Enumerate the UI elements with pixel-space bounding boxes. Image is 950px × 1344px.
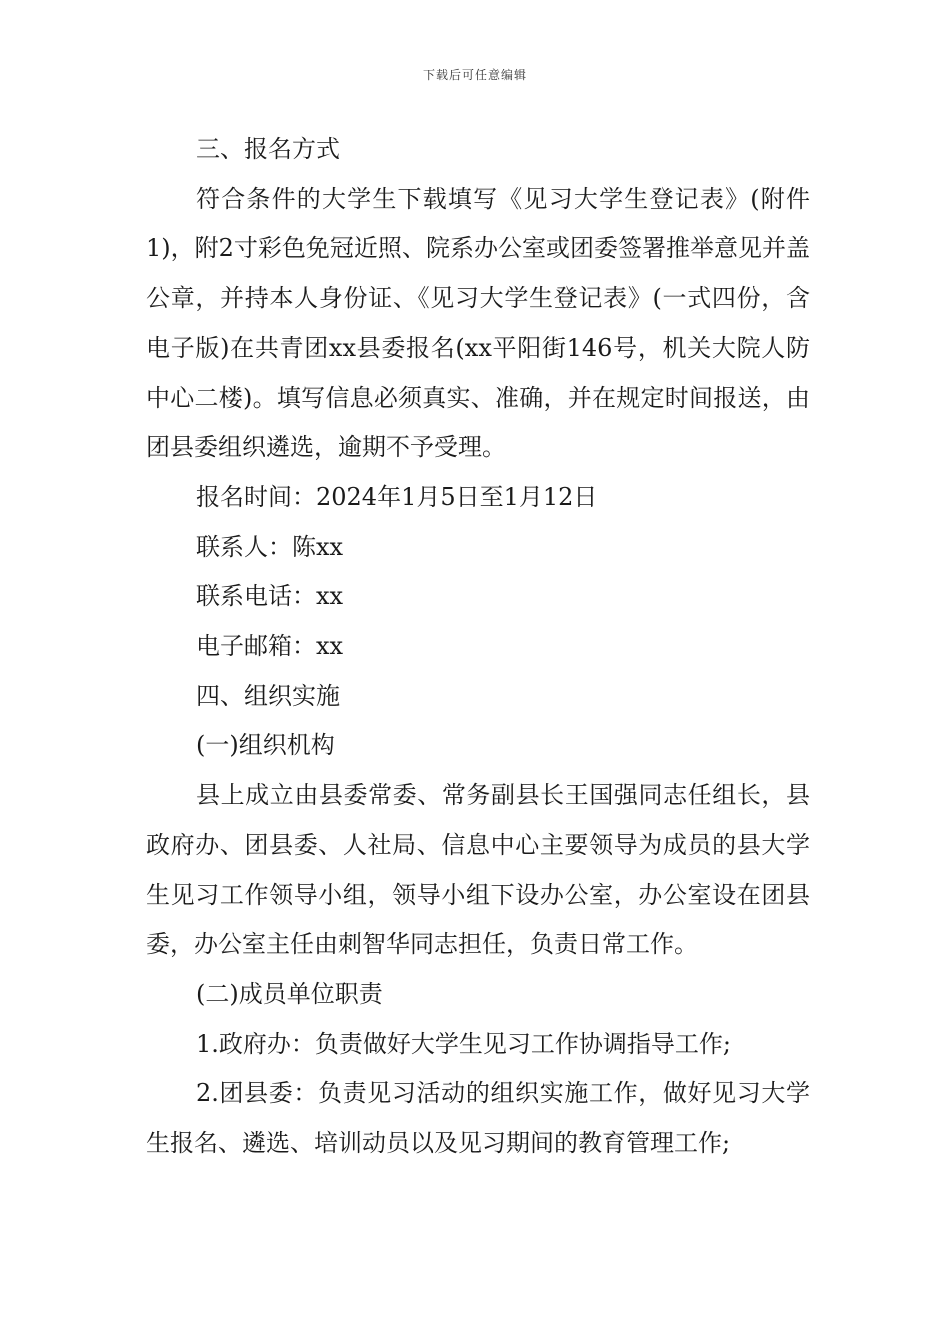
registration-time: 报名时间：2024年1月5日至1月12日: [196, 482, 598, 511]
subheading-organization: (一)组织机构: [196, 731, 335, 760]
paragraph-registration-details: 符合条件的大学生下载填写《见习大学生登记表》(附件1)，附2寸彩色免冠近照、院系办公室或团委签署推举意见并盖公章，并持本人身份证、《见习大学生登记表》(一式四份，含电子版)在共青团xx县委报名(xx平阳街146号，机关大院人防中心二楼)。填写信息必须真实、准确，并在规定时间报送，由团县委组织遴选，逾期不予受理。: [146, 184, 810, 462]
contact-person: 联系人：陈xx: [196, 532, 344, 561]
paragraph-organization-details: 县上成立由县委常委、常务副县长王国强同志任组长，县政府办、团县委、人社局、信息中心主要领导为成员的县大学生见习工作领导小组，领导小组下设办公室，办公室设在团县委，办公室主任由刺智华同志担任，负责日常工作。: [146, 781, 810, 959]
contact-phone: 联系电话：xx: [196, 582, 344, 611]
document-body: [146, 125, 810, 1169]
section-heading-registration: 三、报名方式: [196, 135, 340, 163]
duty-item-government-office: 1.政府办：负责做好大学生见习工作协调指导工作;: [196, 1029, 731, 1058]
duty-item-youth-league: 2.团县委：负责见习活动的组织实施工作，做好见习大学生报名、遴选、培训动员以及见习期间的教育管理工作;: [146, 1079, 810, 1158]
header-note: 下载后可任意编辑: [422, 68, 527, 82]
subheading-member-duties: (二)成员单位职责: [196, 979, 383, 1008]
contact-email: 电子邮箱：xx: [196, 632, 344, 661]
section-heading-implementation: 四、组织实施: [196, 681, 340, 710]
